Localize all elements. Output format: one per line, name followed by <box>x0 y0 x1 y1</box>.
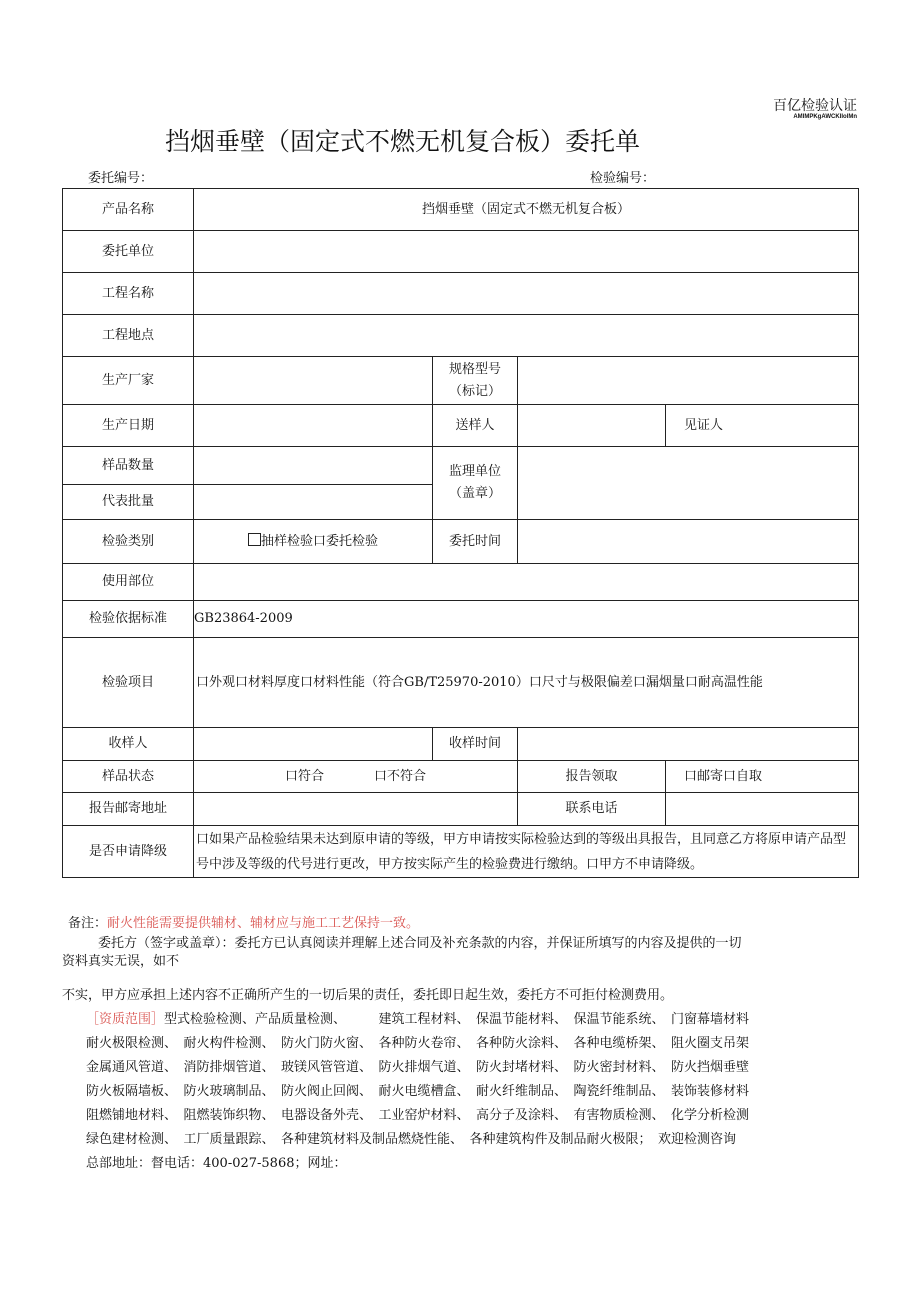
scope-line: 阻燃铺地材料、 阻燃装饰织物、 电器设备外壳、 工业窑炉材料、 高分子及涂料、 有害物质检测、 化学分析检测 <box>86 1108 750 1123</box>
label: 检验依据标准 <box>63 601 194 638</box>
project-site-field[interactable] <box>194 315 859 357</box>
label <box>433 357 518 405</box>
sample-qty-field[interactable] <box>194 447 433 485</box>
label: 检验项目 <box>63 638 194 728</box>
remark-text: 耐火性能需要提供辅材、辅材应与施工工艺保持一致。 <box>107 916 420 931</box>
label: 生产日期 <box>63 405 194 447</box>
batch-field[interactable] <box>194 485 433 520</box>
label: 委托单位 <box>63 231 194 273</box>
label: 使用部位 <box>63 564 194 601</box>
client-statement-1: 委托方（签字或盖章）：委托方已认真阅读并理解上述合同及补充条款的内容，并保证所填写的内容及提供的一切 <box>98 936 742 951</box>
spec-label-2: （标记） <box>448 383 501 399</box>
page-title: 挡烟垂壁（固定式不燃无机复合板）委托单 <box>165 127 641 156</box>
sender-field[interactable] <box>518 405 666 447</box>
state-ok-option[interactable]: 口符合 <box>284 768 324 784</box>
scope-line: 耐火极限检测、 耐火构件检测、 防火门防火窗、 各种防火卷帘、 各种防火涂料、 各种电缆桥架、 阻火圈支吊架 <box>86 1036 750 1051</box>
test-items-field[interactable]: 口外观口材料厚度口材料性能（符合GB/T25970-2010）口尺寸与极限偏差口漏烟量口耐高温性能 <box>194 638 859 728</box>
brand-name: 百亿检验认证 <box>773 98 857 114</box>
test-type-field[interactable] <box>194 520 433 564</box>
label: 工程名称 <box>63 273 194 315</box>
checkbox[interactable] <box>248 533 261 546</box>
label: 联系电话 <box>518 793 666 826</box>
receiver-field[interactable] <box>194 728 433 761</box>
commission-form <box>62 188 859 878</box>
test-no-label: 检验编号： <box>590 171 656 186</box>
label: 工程地点 <box>63 315 194 357</box>
scope-text: 型式检验检测、产品质量检测、 建筑工程材料、 保温节能材料、 保温节能系统、 门窗幕墙材料 <box>164 1012 750 1027</box>
state-not-ok-option[interactable]: 口不符合 <box>374 768 427 784</box>
project-name-field[interactable] <box>194 273 859 315</box>
label: 代表批量 <box>63 485 194 520</box>
product-name-field[interactable]: 挡烟垂壁（固定式不燃无机复合板） <box>194 189 859 231</box>
client-statement-2: 资料真实无误，如不 <box>62 954 180 969</box>
scope-line: 绿色建材检测、 工厂质量跟踪、 各种建筑材料及制品燃烧性能、 各种建筑构件及制品耐火极限； 欢迎检测咨询 <box>86 1132 737 1147</box>
commission-time-field[interactable] <box>518 520 859 564</box>
witness-field[interactable]: 见证人 <box>666 405 859 447</box>
spec-field[interactable] <box>518 357 859 405</box>
scope-line: 防火板隔墙板、 防火玻璃制品、 防火阀止回阀、 耐火电缆槽盒、 耐火纤维制品、 陶瓷纤维制品、 装饰装修材料 <box>86 1084 750 1099</box>
standard-field[interactable]: GB23864-2009 <box>194 601 859 638</box>
prod-date-field[interactable] <box>194 405 433 447</box>
label: 委托时间 <box>433 520 518 564</box>
label: 收样时间 <box>433 728 518 761</box>
phone-field[interactable] <box>666 793 859 826</box>
label: 是否申请降级 <box>63 826 194 878</box>
use-part-field[interactable] <box>194 564 859 601</box>
label: 送样人 <box>433 405 518 447</box>
report-pickup-field[interactable]: 口邮寄口自取 <box>666 761 859 793</box>
label: 收样人 <box>63 728 194 761</box>
test-type-value: 抽样检验口委托检验 <box>260 533 378 549</box>
scope-label: ［资质范围］ <box>86 1012 165 1027</box>
label: 样品状态 <box>63 761 194 793</box>
label <box>433 447 518 520</box>
scope-line: 金属通风管道、 消防排烟管道、 玻镁风管管道、 防火排烟气道、 防火封堵材料、 防火密封材料、 防火挡烟垂壁 <box>86 1060 750 1075</box>
supervisor-label-2: （盖章） <box>448 486 501 501</box>
label: 报告领取 <box>518 761 666 793</box>
mail-address-field[interactable] <box>194 793 518 826</box>
commission-no-label: 委托编号： <box>88 171 154 186</box>
label: 报告邮寄地址 <box>63 793 194 826</box>
receive-time-field[interactable] <box>518 728 859 761</box>
client-statement-3: 不实，甲方应承担上述内容不正确所产生的一切后果的责任，委托即日起生效，委托方不可拒付检测费用。 <box>62 988 674 1003</box>
contact-info: 总部地址：督电话：400-027-5868；网址： <box>86 1156 347 1171</box>
client-field[interactable] <box>194 231 859 273</box>
manufacturer-field[interactable] <box>194 357 433 405</box>
spec-label: 规格型号 <box>448 361 501 377</box>
scope-line-0 <box>86 1008 749 1032</box>
supervisor-field[interactable] <box>518 447 859 520</box>
supervisor-label: 监理单位 <box>448 464 501 479</box>
remark-label: 备注： <box>68 916 108 931</box>
label: 产品名称 <box>63 189 194 231</box>
sample-state-field[interactable] <box>194 761 518 793</box>
label: 检验类别 <box>63 520 194 564</box>
brand-code: AMIMPKgAWCKIIolMn <box>793 114 857 120</box>
label: 生产厂家 <box>63 357 194 405</box>
remark <box>68 912 419 931</box>
downgrade-field[interactable]: 口如果产品检验结果未达到原申请的等级，甲方申请按实际检验达到的等级出具报告，且同意乙方将原申请产品型号中涉及等级的代号进行更改，甲方按实际产生的检验费进行缴纳。口甲方不申请降级。 <box>194 826 859 878</box>
label: 样品数量 <box>63 447 194 485</box>
